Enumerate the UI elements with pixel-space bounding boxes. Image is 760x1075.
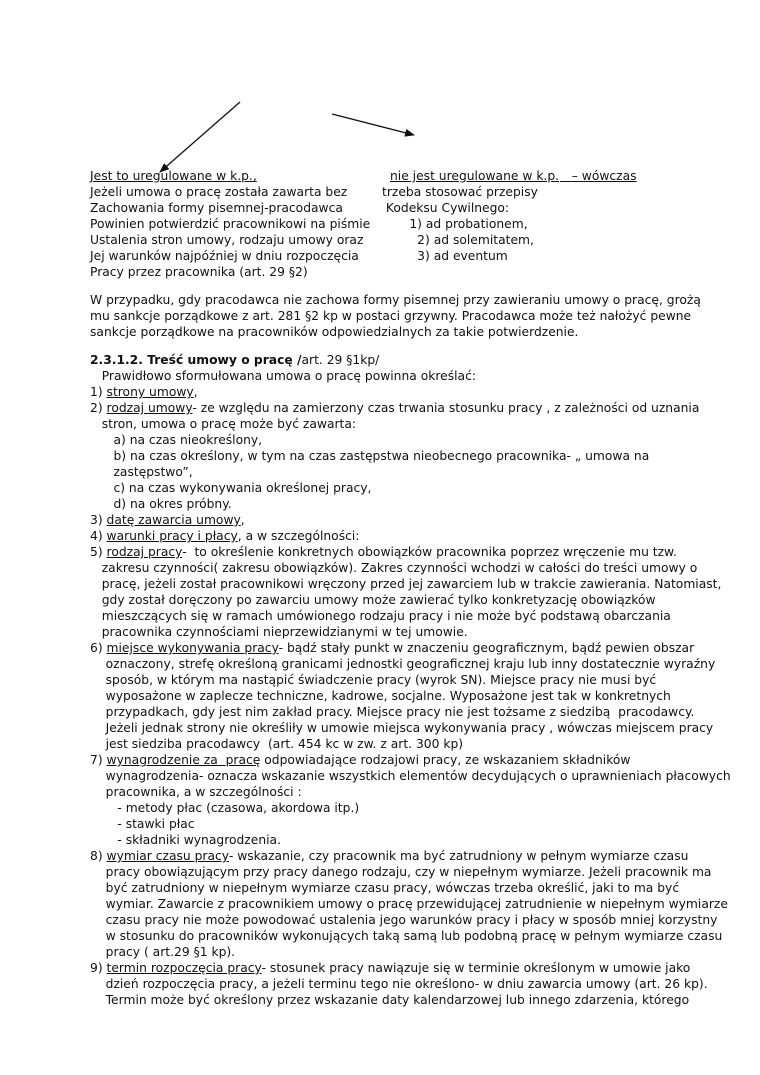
right-col-line-1: trzeba stosować przepisy	[382, 185, 538, 199]
right-col-line-5: 3) ad eventum	[382, 249, 508, 263]
item-4-num: 4)	[90, 529, 107, 543]
item-8-rest: - wskazanie, czy pracownik ma być zatrudniony w pełnym wymiarze czasu	[228, 849, 689, 863]
item-8-line: w stosunku do pracowników wykonujących taką samą lub podobną pracę w pełnym wymiarze czasu	[90, 929, 723, 943]
item-8-label: wymiar czasu pracy	[106, 849, 229, 863]
item-5-line: mieszczących się w ramach umówionego rodzaju pracy i nie może być podstawą obarczania	[90, 609, 671, 623]
right-col-line-3: 1) ad probationem,	[382, 217, 528, 231]
left-col-line-7: Pracy przez pracownika (art. 29 §2)	[90, 265, 308, 279]
item-5-line: zakresu czynności( zakresu obowiązków). Zakres czynności wchodzi w całości do treści umowy o	[90, 561, 698, 575]
item-6-num: 6)	[90, 641, 107, 655]
item-7-line: - składniki wynagrodzenia.	[90, 833, 281, 847]
item-2	[90, 400, 730, 416]
item-5-line: pracownika czynnościami nieprzewidzianymi w tej umowie.	[90, 625, 468, 639]
item-8-line: czasu pracy nie może powodować ustalenia jego warunków pracy i płacy w sposób mniej korzystny	[90, 913, 718, 927]
arrow-right	[332, 114, 414, 135]
item-6-line: wyposażone w zaplecze techniczne, kadrowe, socjalne. Wyposażone jest tak w konkretnych	[90, 689, 671, 703]
intro-line-2: mu sankcje porządkowe z art. 281 §2 kp w postaci grzywny. Pracodawca może też nałożyć pewne	[90, 309, 692, 323]
item-2-line: a) na czas nieokreślony,	[90, 433, 263, 447]
item-6-label: miejsce wykonywania pracy	[106, 641, 279, 655]
item-8-line: pracy ( art.29 §1 kp).	[90, 945, 236, 959]
item-7-rest: odpowiadające rodzajowi pracy, ze wskazaniem składników	[260, 753, 631, 767]
item-5	[90, 544, 730, 560]
item-7	[90, 752, 730, 768]
item-9-line: Termin może być określony przez wskazanie daty kalendarzowej lub innego zdarzenia, którego	[90, 993, 690, 1007]
right-col-line-4: 2) ad solemitatem,	[382, 233, 534, 247]
item-1	[90, 384, 730, 400]
item-3-num: 3)	[90, 513, 107, 527]
item-4-label: warunki pracy i płacy	[106, 529, 238, 543]
item-6-rest: - bądź stały punkt w znaczeniu geograficznym, bądź pewien obszar	[278, 641, 695, 655]
intro-line-3: sankcje porządkowe na pracowników odpowiedzialnych za takie potwierdzenie.	[90, 325, 579, 339]
item-7-num: 7)	[90, 753, 107, 767]
item-8	[90, 848, 730, 864]
left-col-line-2: Jeżeli umowa o pracę została zawarta bez	[90, 185, 348, 199]
item-6-line: oznaczony, strefę określoną granicami jednostki geograficznej kraju lub inny dostatecznie wyraźny	[90, 657, 716, 671]
item-5-label: rodzaj pracy	[106, 545, 183, 559]
item-5-rest: - to określenie konkretnych obowiązków pracownika poprzez wręczenie mu tzw.	[182, 545, 677, 559]
item-2-line: b) na czas określony, w tym na czas zastępstwa nieobecnego pracownika- „ umowa na	[90, 449, 650, 463]
left-col-line-4: Powinien potwierdzić pracownikowi na piśmie	[90, 217, 371, 231]
item-6-line: sposób, w którym ma nastąpić świadczenie pracy (wyrok SN). Miejsce pracy nie musi być	[90, 673, 657, 687]
item-7-line: pracownika, a w szczególności :	[90, 785, 302, 799]
item-2-line: stron, umowa o pracę może być zawarta:	[90, 417, 357, 431]
item-6-line: przypadkach, gdy jest nim zakład pracy. Miejsce pracy nie jest tożsame z siedzibą pracodawcy.	[90, 705, 695, 719]
item-5-line: pracę, jeżeli został pracownikowi wręczony przed jej zawarciem lub w trakcie zawierania. Natomiast,	[90, 577, 722, 591]
item-5-line: gdy został doręczony po zawarciu umowy może zawierać tylko konkretyzację obowiązków	[90, 593, 656, 607]
item-1-num: 1)	[90, 385, 107, 399]
item-8-num: 8)	[90, 849, 107, 863]
item-4-rest: , a w szczególności:	[237, 529, 360, 543]
right-col-line-2: Kodeksu Cywilnego:	[382, 201, 510, 215]
items-list	[90, 384, 730, 1008]
intro-line-1: W przypadku, gdy pracodawca nie zachowa formy pisemnej przy zawieraniu umowy o pracę, grożą	[90, 293, 701, 307]
item-2-line: zastępstwo”,	[90, 465, 193, 479]
item-6-line: Jeżeli jednak strony nie określiły w umowie miejsca wykonywania pracy , wówczas miejscem pracy	[90, 721, 714, 735]
left-col-line-5: Ustalenia stron umowy, rodzaju umowy oraz	[90, 233, 364, 247]
item-2-line: c) na czas wykonywania określonej pracy,	[90, 481, 372, 495]
item-7-label: wynagrodzenie za pracę	[106, 753, 261, 767]
item-2-rest: - ze względu na zamierzony czas trwania stosunku pracy , z zależności od uznania	[192, 401, 700, 415]
item-2-label: rodzaj umowy	[106, 401, 193, 415]
section-heading-rest: art. 29 §1kp/	[301, 353, 380, 367]
left-col-line-1: Jest to uregulowane w k.p.,	[90, 169, 257, 183]
item-6	[90, 640, 730, 656]
item-9-label: termin rozpoczęcia pracy	[106, 961, 262, 975]
item-9-line: dzień rozpoczęcia pracy, a jeżeli terminu tego nie określono- w dniu zawarcia umowy (art. 26 kp).	[90, 977, 708, 991]
item-8-line: być zatrudniony w niepełnym wymiarze czasu pracy, wówczas trzeba określić, jaki to ma być	[90, 881, 680, 895]
left-col-line-6: Jej warunków najpóźniej w dniu rozpoczęcia	[90, 249, 359, 263]
item-1-rest: ,	[193, 385, 198, 399]
item-7-line: - stawki płac	[90, 817, 195, 831]
item-4	[90, 528, 730, 544]
section-heading-bold: 2.3.1.2. Treść umowy o pracę /	[90, 353, 302, 367]
left-col-line-3: Zachowania formy pisemnej-pracodawca	[90, 201, 343, 215]
item-5-num: 5)	[90, 545, 107, 559]
item-3	[90, 512, 730, 528]
item-3-label: datę zawarcia umowy	[106, 513, 241, 527]
item-9-rest: - stosunek pracy nawiązuje się w terminie określonym w umowie jako	[261, 961, 691, 975]
item-2-num: 2)	[90, 401, 107, 415]
item-2-line: d) na okres próbny.	[90, 497, 232, 511]
section-lead: Prawidłowo sformułowana umowa o pracę powinna określać:	[90, 369, 476, 383]
item-8-line: pracy obowiązującym przy pracy danego rodzaju, czy w niepełnym wymiarze. Jeżeli pracownik ma	[90, 865, 712, 879]
item-8-line: wymiar. Zawarcie z pracownikiem umowy o pracę przewidującej zatrudnienie w niepełnym wymiarze	[90, 897, 728, 911]
item-3-rest: ,	[240, 513, 245, 527]
right-col-head	[381, 168, 637, 184]
item-9	[90, 960, 730, 976]
right-col-head-rest: – wówczas	[560, 169, 637, 183]
item-7-line: wynagrodzenia- oznacza wskazanie wszystkich elementów decydujących o uprawnieniach płacowych	[90, 769, 731, 783]
item-9-num: 9)	[90, 961, 107, 975]
arrow-left	[160, 102, 240, 172]
section-heading	[90, 352, 379, 368]
right-col-head-underlined: nie jest uregulowane w k.p.	[390, 169, 560, 183]
item-1-label: strony umowy	[106, 385, 194, 399]
item-7-line: - metody płac (czasowa, akordowa itp.)	[90, 801, 360, 815]
item-6-line: jest siedziba pracodawcy (art. 454 kc w zw. z art. 300 kp)	[90, 737, 464, 751]
